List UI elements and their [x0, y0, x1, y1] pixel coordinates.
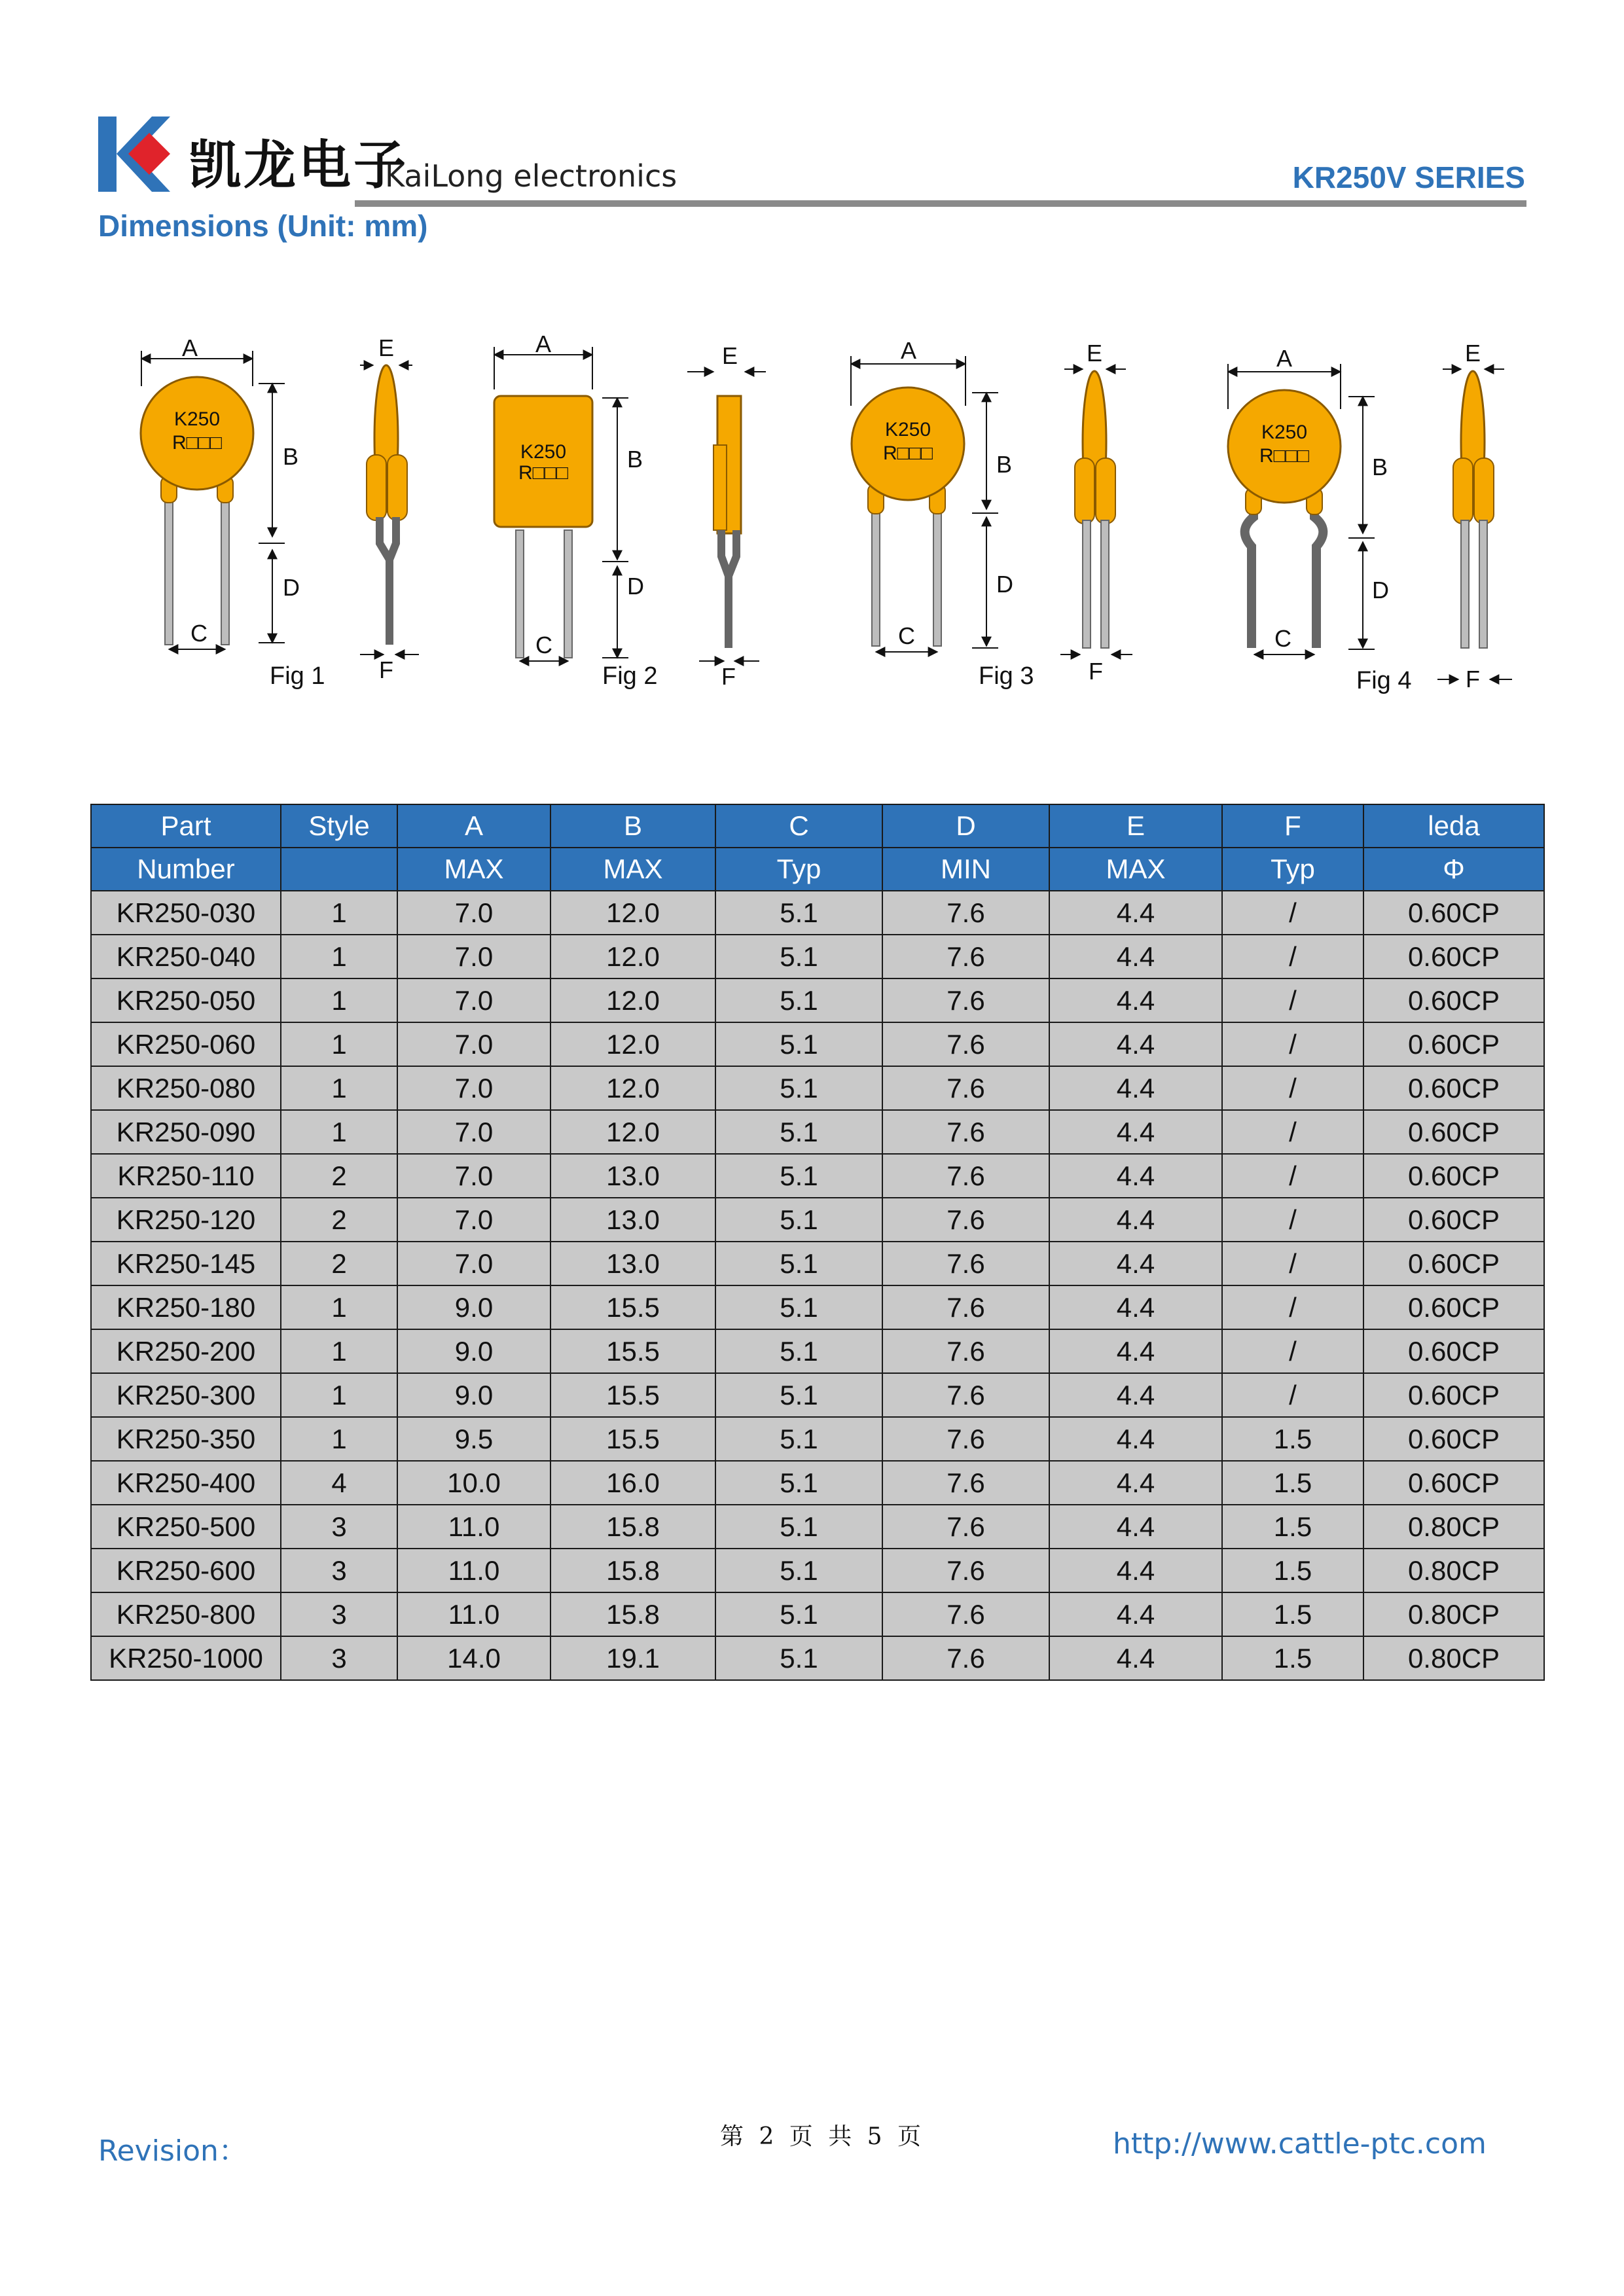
- table-cell: KR250-800: [91, 1592, 281, 1636]
- table-cell: 11.0: [397, 1505, 550, 1549]
- table-cell: KR250-500: [91, 1505, 281, 1549]
- figure-drawings: [98, 327, 1525, 720]
- table-cell: KR250-120: [91, 1198, 281, 1242]
- table-cell: KR250-060: [91, 1022, 281, 1066]
- table-cell: 0.60CP: [1363, 978, 1544, 1022]
- brand-name-en: KaiLong electronics: [385, 158, 677, 194]
- table-cell: /: [1222, 1329, 1363, 1373]
- table-cell: 9.0: [397, 1285, 550, 1329]
- table-cell: 7.6: [882, 1417, 1049, 1461]
- dim-f-label: F: [721, 663, 736, 690]
- table-cell: 15.8: [550, 1592, 715, 1636]
- table-cell: /: [1222, 1154, 1363, 1198]
- table-cell: 0.60CP: [1363, 1417, 1544, 1461]
- table-cell: /: [1222, 1285, 1363, 1329]
- table-cell: 4: [281, 1461, 397, 1505]
- col-header-a: A: [397, 804, 550, 848]
- dim-f-label: F: [1466, 666, 1480, 692]
- dim-d-label: D: [627, 573, 644, 600]
- table-cell: 3: [281, 1549, 397, 1592]
- table-cell: 4.4: [1049, 1549, 1222, 1592]
- dim-a-label: A: [181, 334, 198, 361]
- table-cell: 0.80CP: [1363, 1549, 1544, 1592]
- table-cell: 2: [281, 1198, 397, 1242]
- dim-b-label: B: [1372, 454, 1388, 480]
- col-subheader-b: MAX: [550, 848, 715, 891]
- table-cell: 0.60CP: [1363, 891, 1544, 935]
- table-cell: 13.0: [550, 1198, 715, 1242]
- table-cell: 7.6: [882, 1461, 1049, 1505]
- table-cell: 0.80CP: [1363, 1592, 1544, 1636]
- dim-a-label: A: [1276, 345, 1293, 372]
- body-marking-1: K250: [520, 441, 567, 463]
- table-cell: 2: [281, 1242, 397, 1285]
- table-row: [91, 935, 1544, 978]
- col-header-b: B: [550, 804, 715, 848]
- body-marking-2: R□□□: [882, 442, 933, 464]
- table-cell: 1.5: [1222, 1417, 1363, 1461]
- table-row: [91, 1549, 1544, 1592]
- fig-2-label: Fig 2: [602, 662, 658, 690]
- table-cell: 7.0: [397, 891, 550, 935]
- table-cell: 9.5: [397, 1417, 550, 1461]
- table-cell: 16.0: [550, 1461, 715, 1505]
- table-cell: /: [1222, 1373, 1363, 1417]
- dim-e-label: E: [378, 334, 395, 361]
- table-cell: 12.0: [550, 1022, 715, 1066]
- table-cell: 15.8: [550, 1505, 715, 1549]
- table-cell: 4.4: [1049, 1022, 1222, 1066]
- table-cell: 12.0: [550, 1110, 715, 1154]
- table-cell: 1: [281, 1373, 397, 1417]
- col-subheader-phi: Φ: [1363, 848, 1544, 891]
- table-cell: 4.4: [1049, 978, 1222, 1022]
- col-subheader-a: MAX: [397, 848, 550, 891]
- header-divider: [355, 200, 1526, 207]
- table-cell: 7.6: [882, 1110, 1049, 1154]
- table-cell: 7.6: [882, 1329, 1049, 1373]
- dim-b-label: B: [996, 451, 1013, 478]
- table-cell: 5.1: [715, 1592, 882, 1636]
- table-cell: KR250-050: [91, 978, 281, 1022]
- body-marking-1: K250: [884, 419, 931, 440]
- table-row: [91, 891, 1544, 935]
- table-cell: 0.60CP: [1363, 1022, 1544, 1066]
- col-subheader-f: Typ: [1222, 848, 1363, 891]
- table-cell: KR250-040: [91, 935, 281, 978]
- table-cell: 12.0: [550, 1066, 715, 1110]
- col-header-d: D: [882, 804, 1049, 848]
- table-cell: /: [1222, 1066, 1363, 1110]
- table-cell: 0.60CP: [1363, 935, 1544, 978]
- table-cell: 5.1: [715, 1549, 882, 1592]
- table-cell: 1.5: [1222, 1505, 1363, 1549]
- table-cell: 0.60CP: [1363, 1461, 1544, 1505]
- table-cell: 1: [281, 1285, 397, 1329]
- col-header-e: E: [1049, 804, 1222, 848]
- table-row: [91, 1505, 1544, 1549]
- dim-e-label: E: [1464, 340, 1481, 367]
- table-cell: 3: [281, 1592, 397, 1636]
- table-cell: 12.0: [550, 891, 715, 935]
- table-cell: 5.1: [715, 1110, 882, 1154]
- body-marking-2: R□□□: [518, 462, 569, 484]
- table-cell: 5.1: [715, 1154, 882, 1198]
- dim-e-label: E: [721, 342, 738, 369]
- table-cell: 11.0: [397, 1592, 550, 1636]
- table-cell: KR250-1000: [91, 1636, 281, 1680]
- table-row: [91, 978, 1544, 1022]
- table-cell: 4.4: [1049, 1285, 1222, 1329]
- table-cell: /: [1222, 891, 1363, 935]
- body-marking-2: R□□□: [1259, 445, 1310, 467]
- col-header-f: F: [1222, 804, 1363, 848]
- table-cell: 0.80CP: [1363, 1505, 1544, 1549]
- table-cell: 7.6: [882, 978, 1049, 1022]
- table-cell: 5.1: [715, 978, 882, 1022]
- dim-a-label: A: [900, 337, 917, 364]
- table-cell: 7.0: [397, 935, 550, 978]
- table-row: [91, 1198, 1544, 1242]
- table-row: [91, 1417, 1544, 1461]
- table-body: [91, 891, 1544, 1680]
- table-row: [91, 1329, 1544, 1373]
- table-cell: 0.60CP: [1363, 1110, 1544, 1154]
- table-row: [91, 1373, 1544, 1417]
- table-cell: 7.6: [882, 1154, 1049, 1198]
- table-cell: 0.60CP: [1363, 1066, 1544, 1110]
- table-cell: KR250-200: [91, 1329, 281, 1373]
- kailong-logo: [98, 117, 170, 192]
- body-marking-1: K250: [1261, 422, 1308, 443]
- col-subheader-e: MAX: [1049, 848, 1222, 891]
- page-header: [98, 110, 1525, 215]
- table-cell: 12.0: [550, 978, 715, 1022]
- col-header-leda: leda: [1363, 804, 1544, 848]
- table-cell: 1.5: [1222, 1549, 1363, 1592]
- table-row: [91, 1022, 1544, 1066]
- dim-c-label: C: [190, 620, 208, 647]
- table-cell: 3: [281, 1636, 397, 1680]
- table-cell: 7.6: [882, 1373, 1049, 1417]
- fig-2: [494, 331, 766, 690]
- table-cell: 0.60CP: [1363, 1242, 1544, 1285]
- fig-4-label: Fig 4: [1356, 667, 1412, 694]
- table-cell: 4.4: [1049, 1198, 1222, 1242]
- dim-a-label: A: [535, 331, 552, 357]
- table-cell: 14.0: [397, 1636, 550, 1680]
- table-cell: 4.4: [1049, 1505, 1222, 1549]
- col-subheader-number: Number: [91, 848, 281, 891]
- table-cell: 1.5: [1222, 1461, 1363, 1505]
- table-cell: KR250-180: [91, 1285, 281, 1329]
- body-marking-2: R□□□: [171, 432, 223, 454]
- table-cell: 4.4: [1049, 1154, 1222, 1198]
- table-cell: 15.5: [550, 1285, 715, 1329]
- table-cell: KR250-300: [91, 1373, 281, 1417]
- table-cell: 5.1: [715, 1417, 882, 1461]
- table-cell: 1: [281, 1417, 397, 1461]
- table-cell: 0.60CP: [1363, 1329, 1544, 1373]
- table-header-row-1: [91, 804, 1544, 848]
- table-cell: 0.80CP: [1363, 1636, 1544, 1680]
- table-cell: 4.4: [1049, 1066, 1222, 1110]
- table-cell: /: [1222, 1022, 1363, 1066]
- table-cell: 4.4: [1049, 1592, 1222, 1636]
- table-cell: 5.1: [715, 1285, 882, 1329]
- table-cell: 1: [281, 1110, 397, 1154]
- table-cell: 0.60CP: [1363, 1373, 1544, 1417]
- table-cell: 1.5: [1222, 1636, 1363, 1680]
- table-cell: KR250-600: [91, 1549, 281, 1592]
- series-title: KR250V SERIES: [1292, 160, 1525, 194]
- col-subheader-d: MIN: [882, 848, 1049, 891]
- table-cell: KR250-145: [91, 1242, 281, 1285]
- table-cell: KR250-030: [91, 891, 281, 935]
- col-header-part: Part: [91, 804, 281, 848]
- table-cell: 5.1: [715, 935, 882, 978]
- table-cell: 7.0: [397, 1110, 550, 1154]
- fig-4: [1228, 340, 1512, 694]
- table-cell: 1: [281, 891, 397, 935]
- table-cell: 7.6: [882, 891, 1049, 935]
- fig-1-label: Fig 1: [270, 662, 325, 690]
- table-cell: 7.6: [882, 1242, 1049, 1285]
- table-row: [91, 1154, 1544, 1198]
- col-header-c: C: [715, 804, 882, 848]
- table-cell: 5.1: [715, 1461, 882, 1505]
- table-cell: 7.6: [882, 1198, 1049, 1242]
- fig-3: [851, 337, 1132, 690]
- table-row: [91, 1110, 1544, 1154]
- table-cell: 2: [281, 1154, 397, 1198]
- dim-c-label: C: [535, 632, 552, 658]
- table-cell: /: [1222, 1242, 1363, 1285]
- fig-3-label: Fig 3: [979, 662, 1034, 690]
- table-cell: 5.1: [715, 1198, 882, 1242]
- table-cell: 5.1: [715, 1022, 882, 1066]
- dim-f-label: F: [379, 656, 393, 683]
- table-cell: 7.6: [882, 1636, 1049, 1680]
- dim-d-label: D: [996, 571, 1013, 598]
- table-cell: KR250-090: [91, 1110, 281, 1154]
- table-cell: 12.0: [550, 935, 715, 978]
- table-cell: 5.1: [715, 1066, 882, 1110]
- table-cell: 7.0: [397, 1198, 550, 1242]
- table-cell: 4.4: [1049, 935, 1222, 978]
- table-cell: 5.1: [715, 1636, 882, 1680]
- table-cell: 7.6: [882, 1549, 1049, 1592]
- table-cell: 1: [281, 935, 397, 978]
- table-cell: 1: [281, 978, 397, 1022]
- table-cell: 7.0: [397, 1242, 550, 1285]
- table-cell: 11.0: [397, 1549, 550, 1592]
- body-marking-1: K250: [173, 408, 221, 430]
- col-subheader-c: Typ: [715, 848, 882, 891]
- table-row: [91, 1066, 1544, 1110]
- table-cell: 7.6: [882, 1505, 1049, 1549]
- dim-c-label: C: [898, 622, 915, 649]
- table-cell: 5.1: [715, 891, 882, 935]
- table-cell: /: [1222, 1198, 1363, 1242]
- table-cell: KR250-110: [91, 1154, 281, 1198]
- table-cell: 5.1: [715, 1373, 882, 1417]
- table-cell: 7.0: [397, 1022, 550, 1066]
- table-row: [91, 1592, 1544, 1636]
- table-cell: 4.4: [1049, 1329, 1222, 1373]
- table-cell: 5.1: [715, 1242, 882, 1285]
- table-cell: 1: [281, 1022, 397, 1066]
- table-cell: 15.5: [550, 1329, 715, 1373]
- table-cell: 4.4: [1049, 1636, 1222, 1680]
- table-cell: 7.0: [397, 1066, 550, 1110]
- dim-f-label: F: [1089, 658, 1103, 685]
- table-cell: 7.0: [397, 1154, 550, 1198]
- table-cell: /: [1222, 978, 1363, 1022]
- table-cell: 5.1: [715, 1505, 882, 1549]
- table-cell: 4.4: [1049, 1417, 1222, 1461]
- dimensions-table: [90, 804, 1545, 1681]
- table-header-row-2: [91, 848, 1544, 891]
- table-cell: /: [1222, 1110, 1363, 1154]
- table-row: [91, 1461, 1544, 1505]
- dim-e-label: E: [1086, 340, 1103, 367]
- table-cell: 0.60CP: [1363, 1285, 1544, 1329]
- dimension-figures: [98, 327, 1525, 720]
- table-cell: 0.60CP: [1363, 1154, 1544, 1198]
- col-header-style: Style: [281, 804, 397, 848]
- table-cell: 9.0: [397, 1329, 550, 1373]
- table-cell: 1: [281, 1066, 397, 1110]
- table-cell: 4.4: [1049, 1373, 1222, 1417]
- table-cell: /: [1222, 935, 1363, 978]
- dim-b-label: B: [283, 443, 299, 470]
- dim-c-label: C: [1274, 625, 1291, 652]
- table-row: [91, 1242, 1544, 1285]
- page-number: 第 2 页 共 5 页: [720, 2123, 926, 2150]
- brand-name-cn: 凯龙电子: [189, 134, 408, 196]
- table-cell: 10.0: [397, 1461, 550, 1505]
- dim-d-label: D: [1372, 577, 1389, 603]
- table-cell: KR250-350: [91, 1417, 281, 1461]
- section-title: Dimensions (Unit: mm): [98, 209, 428, 243]
- table-cell: 7.0: [397, 978, 550, 1022]
- table-cell: KR250-400: [91, 1461, 281, 1505]
- table-cell: 4.4: [1049, 1242, 1222, 1285]
- table-cell: 1.5: [1222, 1592, 1363, 1636]
- table-cell: 7.6: [882, 935, 1049, 978]
- website-link[interactable]: http://www.cattle-ptc.com: [1113, 2127, 1487, 2161]
- fig-1: [141, 334, 419, 690]
- table-cell: KR250-080: [91, 1066, 281, 1110]
- table-cell: 7.6: [882, 1066, 1049, 1110]
- table-cell: 7.6: [882, 1022, 1049, 1066]
- table-cell: 7.6: [882, 1592, 1049, 1636]
- table-cell: 9.0: [397, 1373, 550, 1417]
- table-cell: 0.60CP: [1363, 1198, 1544, 1242]
- table-cell: 15.5: [550, 1373, 715, 1417]
- table-cell: 7.6: [882, 1285, 1049, 1329]
- table-cell: 1: [281, 1329, 397, 1373]
- table-cell: 13.0: [550, 1154, 715, 1198]
- revision-label: Revision：: [98, 2134, 247, 2168]
- table-cell: 13.0: [550, 1242, 715, 1285]
- table-cell: 19.1: [550, 1636, 715, 1680]
- table-cell: 4.4: [1049, 1110, 1222, 1154]
- table-cell: 5.1: [715, 1329, 882, 1373]
- table-row: [91, 1285, 1544, 1329]
- table-cell: 3: [281, 1505, 397, 1549]
- dim-b-label: B: [627, 446, 643, 473]
- table-row: [91, 1636, 1544, 1680]
- col-subheader-style: [281, 848, 397, 891]
- dim-d-label: D: [283, 574, 300, 601]
- table-cell: 15.8: [550, 1549, 715, 1592]
- table-cell: 4.4: [1049, 891, 1222, 935]
- table-cell: 15.5: [550, 1417, 715, 1461]
- table-cell: 4.4: [1049, 1461, 1222, 1505]
